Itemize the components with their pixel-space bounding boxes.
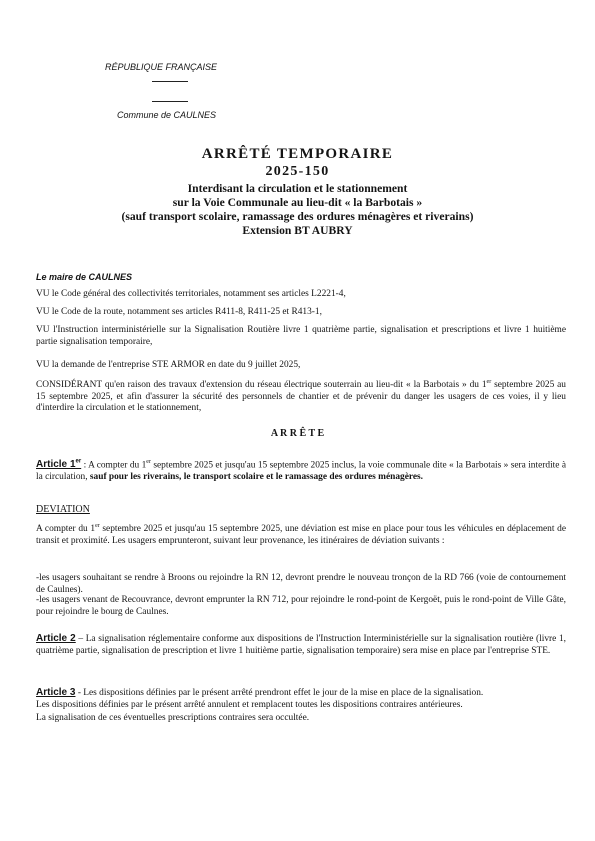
deviation-paragraph: A compter du 1er septembre 2025 et jusqu'au 15 septembre 2025, une déviation est mise en place pour tous les véhicules en déplacement de transit et proximité. Les usagers emprunteront, suivant leur provenance, les itinéraires de déviation suivants : <box>36 523 566 546</box>
article-3-line: La signalisation de ces éventuelles prescriptions contraires sera occultée. <box>36 713 310 723</box>
header-divider <box>152 101 188 102</box>
article-3-label: Article 3 <box>36 687 76 698</box>
article-3-line: Les dispositions définies par le présent arrêté annulent et remplacent toutes les dispositions contraires antérieures. <box>36 700 463 710</box>
subtitle-line: Extension BT AUBRY <box>242 224 353 237</box>
subtitle-line: (sauf transport scolaire, ramassage des ordures ménagères et riverains) <box>121 210 474 223</box>
article-2: Article 2 – La signalisation réglementaire conforme aux dispositions de l'Instruction Interministérielle sur la signalisation routière (livre 1, quatrième partie, signalisation de prescription et livre 1 huitième partie, signalisation temporaire) sera mise en place par l'entreprise STE. <box>36 633 566 656</box>
article-2-label: Article 2 <box>36 633 76 644</box>
article-3: Article 3 - Les dispositions définies par le présent arrêté prendront effet le jour de la mise en place de la signalisation. <box>36 687 484 698</box>
deviation-route-recouvrance: -les usagers venant de Recouvrance, devront emprunter la RN 712, pour rejoindre le rond-point de Kergoët, puis le rond-point de Ville Gâte, pour rejoindre le bourg de Caulnes. <box>36 595 566 617</box>
considerant-paragraph: CONSIDÉRANT qu'en raison des travaux d'extension du réseau électrique souterrain au lieu-dit « la Barbotais » du 1er septembre 2025 au 15 septembre 2025, et afin d'assurer la sécurité des personnels de chantier et de prévenir du danger les usagers de ces voies, il y lieu d'interdire la circulation et le stationnement, <box>36 379 566 414</box>
mayor-heading: Le maire de CAULNES <box>36 272 133 282</box>
visa-paragraph: VU la demande de l'entreprise STE ARMOR en date du 9 juillet 2025, <box>36 360 301 370</box>
subtitle-line: Interdisant la circulation et le stationnement <box>187 182 408 195</box>
deviation-heading: DEVIATION <box>36 504 90 515</box>
deviation-route-broons: -les usagers souhaitant se rendre à Broons ou rejoindre la RN 12, devront prendre le nouveau tronçon de la RD 766 (voie de contournement de Caulnes). <box>36 573 566 595</box>
header-divider <box>152 81 188 82</box>
republic-heading: RÉPUBLIQUE FRANÇAISE <box>105 62 218 72</box>
document-title: ARRÊTÉ TEMPORAIRE <box>201 146 394 162</box>
arrete-heading: A R R Ê T E <box>270 428 325 439</box>
article-1: Article 1er : A compter du 1er septembre 2025 et jusqu'au 15 septembre 2025 inclus, la voie communale dite « la Barbotais » sera interdite à la circulation, sauf pour les riverains, le transport scolaire et le ramassage des ordures ménagères. <box>36 459 566 482</box>
visa-paragraph: VU le Code de la route, notamment ses articles R411-8, R411-25 et R413-1, <box>36 307 322 317</box>
commune-heading: Commune de CAULNES <box>117 110 217 120</box>
article-1-label: Article 1er <box>36 459 82 471</box>
subtitle-line: sur la Voie Communale au lieu-dit « la Barbotais » <box>172 196 423 209</box>
decree-number: 2025-150 <box>265 164 330 179</box>
visa-paragraph: VU l'Instruction interministérielle sur la Signalisation Routière livre 1 quatrième partie, signalisation et prescriptions et livre 1 huitième partie signalisation temporaire, <box>36 325 566 347</box>
visa-paragraph: VU le Code général des collectivités territoriales, notamment ses articles L2221-4, <box>36 289 346 299</box>
